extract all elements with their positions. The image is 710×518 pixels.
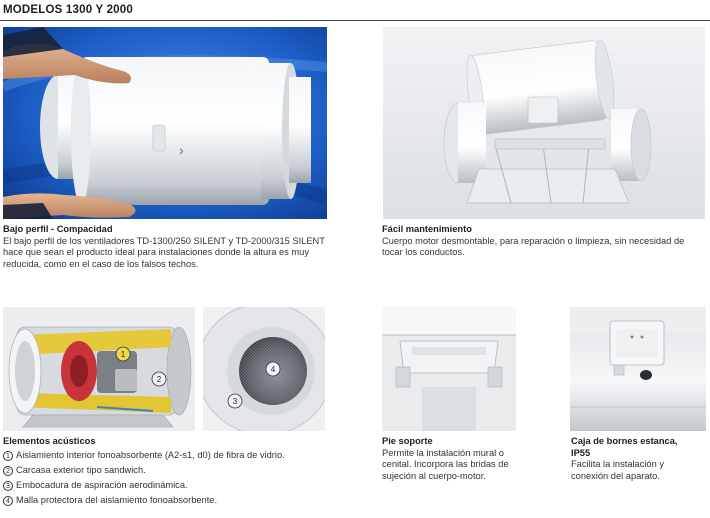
list-item: 1 Aislamiento interior fonoabsorbente (A2-s1, d0) de fibra de vidrio. (3, 449, 343, 464)
number-badge: 3 (3, 481, 13, 491)
product-photo-compact (3, 27, 327, 219)
caption-maintenance-title: Fácil mantenimiento (382, 224, 472, 234)
number-badge: 1 (3, 451, 13, 461)
caption-support (382, 436, 522, 482)
product-photo-terminal-box (570, 307, 706, 431)
callout-1 (116, 347, 130, 361)
caption-acoustic (3, 436, 343, 509)
caption-compact-body: El bajo perfil de los ventiladores TD-1300/250 SILENT y TD-2000/315 SILENT hace que sean el producto ideal para instalaciones donde la altura es muy reducida, como en el caso de los falsos techos. (3, 235, 325, 269)
svg-text:1: 1 (120, 350, 126, 359)
caption-maintenance (382, 224, 707, 259)
caption-acoustic-title: Elementos acústicos (3, 436, 96, 446)
caption-terminal-box-body: Facilita la instalación y conexión del aparato. (571, 459, 665, 481)
list-item: 2 Carcasa exterior tipo sandwich. (3, 464, 343, 479)
caption-support-body: Permite la instalación mural o cenital. Incorpora las bridas de sujeción al cuerpo-motor. (382, 447, 509, 481)
svg-text:2: 2 (156, 375, 162, 384)
product-photo-support (382, 307, 516, 431)
page-header (0, 0, 710, 22)
caption-compact-title: Bajo perfil - Compacidad (3, 224, 113, 234)
svg-text:›: › (179, 142, 184, 158)
caption-compact (3, 224, 333, 270)
number-badge: 2 (3, 466, 13, 476)
product-photo-inlet (203, 307, 325, 431)
list-item: 3 Embocadura de aspiración aerodinámica. (3, 479, 343, 494)
acoustic-elements-list (3, 449, 343, 509)
callout-3 (228, 394, 242, 408)
caption-support-title: Pie soporte (382, 436, 433, 446)
product-photo-maintenance (383, 27, 705, 219)
caption-maintenance-body: Cuerpo motor desmontable, para reparación o limpieza, sin necesidad de tocar los conductos. (382, 235, 685, 257)
svg-text:4: 4 (270, 365, 276, 374)
header-divider (0, 20, 710, 21)
list-item: 4 Malla protectora del aislamiento fonoabsorbente. (3, 494, 343, 509)
caption-terminal-box (571, 436, 691, 482)
svg-text:3: 3 (232, 397, 238, 406)
page-title: MODELOS 1300 Y 2000 (3, 4, 133, 16)
caption-terminal-box-title: Caja de bornes estanca, IP55 (571, 436, 678, 458)
product-photo-cutaway (3, 307, 195, 431)
callout-4 (266, 362, 280, 376)
callout-2 (152, 372, 166, 386)
number-badge: 4 (3, 496, 13, 506)
